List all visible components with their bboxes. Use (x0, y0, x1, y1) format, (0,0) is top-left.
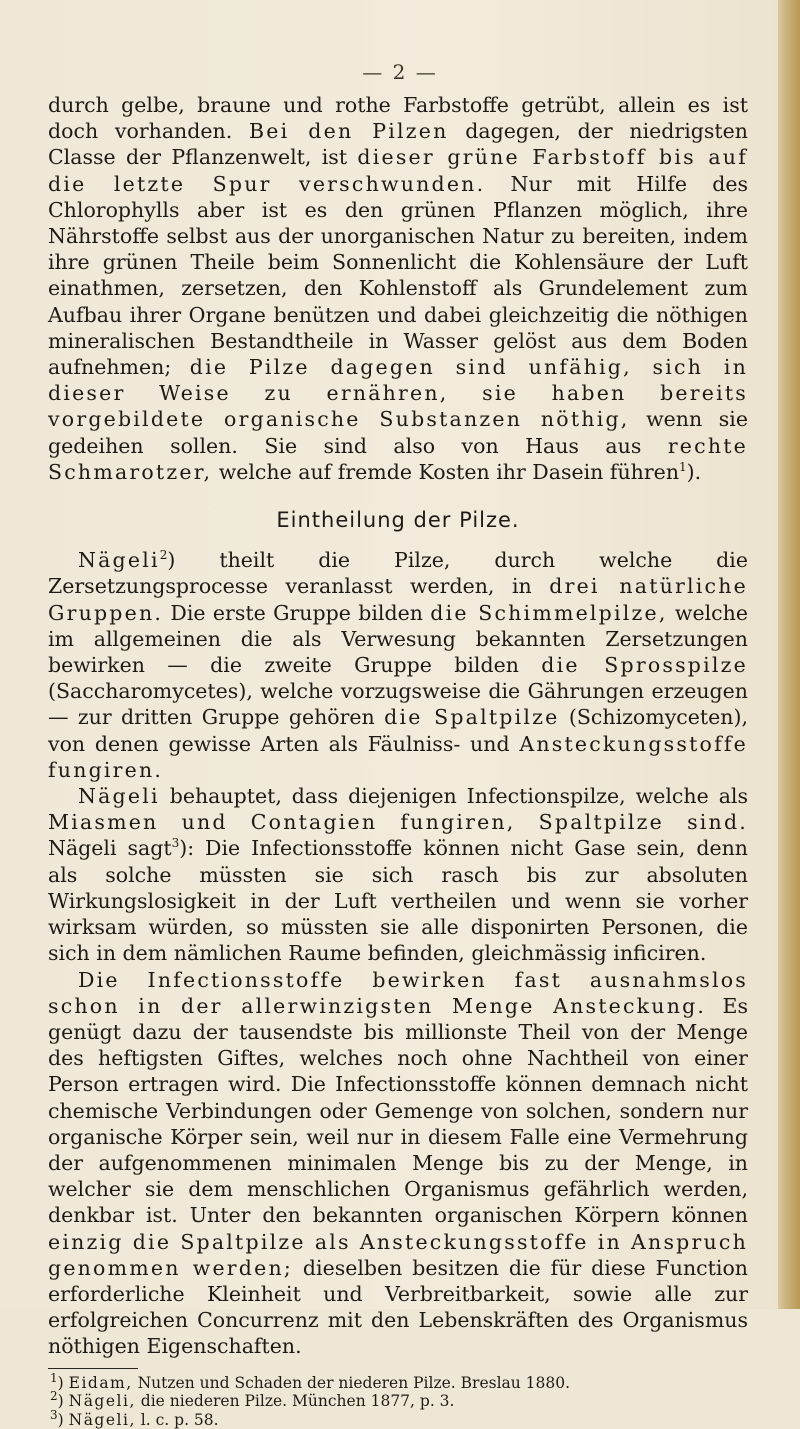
text-run: ): Die Infectionsstoffe können nicht Gase sein, denn als solche müssten sie sich rasch bis zur absoluten Wirkungslosigkeit in der Luft vertheilen und wenn sie vorher wirksam würden, so müssten sie alle disponirten Personen, die sich in dem nämlichen Raume befinden, gleichmässig inficiren. (48, 836, 748, 966)
spaced-text: Ansteckungsstoffe fungiren. (48, 731, 748, 782)
footnote-text: Nutzen und Schaden der niederen Pilze. Breslau 1880. (132, 1373, 571, 1392)
footnote-mark: 1 (50, 1370, 58, 1385)
text-run: ). (686, 459, 702, 484)
footnote-author: Nägeli, (68, 1392, 136, 1411)
section-heading: Eintheilung der Pilze. (276, 508, 520, 533)
text-run: ) theilt die Pilze, durch welche die Zersetzungsprocesse veranlasst werden, in (48, 548, 748, 599)
spaced-text: Nägeli (78, 548, 160, 573)
text-run: Es genügt dazu der tausendste bis millionste Theil von der Menge des heftigsten Giftes, welches noch ohne Nachtheil von einer Person ertragen wird. Die Infectionsstoffe können demnach nicht chemische Verbindungen oder Gemenge von solchen, sondern nur organische Körper sein, weil nur in diesem Falle eine Vermehrung der aufgenommenen minimalen Menge bis zu der Menge, in welcher sie dem menschlichen Organismus gefährlich werden, denkbar ist. Unter den bekannten organischen Körpern können (48, 993, 748, 1228)
spaced-text: die Schimmelpilze, (430, 600, 668, 625)
footnote-divider (48, 1368, 138, 1369)
text-run: Nur mit Hilfe des Chlorophylls aber ist es den grünen Pflanzen möglich, ihre Nährstoffe selbst aus der unorganischen Natur zu bereiten, indem ihre grünen Theile beim Sonnenlicht die Kohlensäure der Luft einathmen, zersetzen, den Kohlenstoff als Grundelement zum Aufbau ihrer Organe benützen und dabei gleichzeitig die nöthigen mineralischen Bestandtheile in Wasser gelöst aus dem Boden aufnehmen; (48, 171, 748, 380)
text-run: (Saccharomycetes), welche vorzugsweise die Gährungen erzeugen — zur dritten Gruppe gehören (48, 679, 748, 730)
footnote-ref: 2 (159, 548, 168, 563)
footnote-1: $^1$) Eidam, Nutzen und Schaden der niederen Pilze. Breslau 1880. (50, 1370, 571, 1392)
text-run: welche auf fremde Kosten ihr Dasein führen (212, 459, 680, 484)
spaced-text: Die Infectionsstoffe bewirken fast ausnahmslos schon in der allerwinzigsten Menge Ansteckung. (48, 967, 748, 1018)
spaced-text: Bei den Pilzen (248, 119, 449, 144)
text-run: behauptet, dass diejenigen Infectionspilze, welche als (159, 784, 748, 809)
footnote-ref: 1 (679, 460, 687, 475)
paragraph-1 (48, 92, 748, 485)
paragraph-2 (48, 547, 748, 783)
spaced-text: drei natürliche Gruppen. (48, 574, 748, 625)
text-run: dagegen, der niedrigsten Classe der Pflanzenwelt, ist (48, 119, 749, 170)
footnote-mark: 2 (50, 1388, 58, 1403)
footnote-author: Eidam, (68, 1373, 133, 1392)
spaced-text: rechte Schmarotzer, (48, 433, 748, 484)
page-edge (778, 0, 800, 1309)
paragraph-4 (48, 967, 748, 1360)
footnote-ref: 3 (171, 836, 180, 851)
body-text (48, 92, 748, 1429)
spaced-text: einzig die Spaltpilze als Ansteckungsstoffe in Anspruch genommen werden; (48, 1229, 748, 1280)
text-run: Die erste Gruppe bilden (163, 600, 431, 625)
footnote-mark: 3 (50, 1407, 58, 1422)
text-run: welche im allgemeinen die als Verwesung bekannten Zersetzungen bewirken — die zweite Gruppe bilden (48, 600, 748, 678)
footnote-text: l. c. p. 58. (135, 1410, 219, 1429)
text-run: (Schizomyceten), von denen gewisse Arten als Fäulniss- und (48, 705, 748, 756)
text-run: durch gelbe, braune und rothe Farbstoffe getrübt, allein es ist doch vorhanden. (48, 93, 748, 144)
footnote-author: Nägeli, (68, 1410, 136, 1429)
paragraph-3 (48, 783, 748, 966)
spaced-text: dieser grüne Farbstoff bis auf die letzte Spur verschwunden. (48, 145, 748, 196)
spaced-text: Nägeli (78, 784, 160, 809)
footnote-3: $^3$) Nägeli, l. c. p. 58. (50, 1407, 219, 1429)
text-run: wenn sie gedeihen sollen. Sie sind also von Haus aus (48, 407, 748, 458)
spaced-text: die Sprosspilze (541, 653, 748, 678)
spaced-text: die Spaltpilze (384, 705, 560, 730)
page-number: — 2 — (362, 60, 438, 84)
text-run: dieselben besitzen die für diese Function erforderliche Kleinheit und Verbreitbarkeit, sowie alle zur erfolgreichen Concurrenz mit den Lebenskräften des Organismus nöthigen Eigenschaften. (48, 1255, 748, 1359)
spaced-text: Miasmen und Contagien fungiren, Spaltpilze sind. (48, 810, 748, 835)
footnote-2: $^2$) Nägeli, die niederen Pilze. München 1877, p. 3. (50, 1388, 455, 1411)
text-run: Nägeli sagt (48, 836, 172, 861)
spaced-text: die Pilze dagegen sind unfähig, sich in dieser Weise zu ernähren, sie haben bereits vorgebildete organische Substanzen nöthig, (48, 355, 748, 432)
footnote-text: die niederen Pilze. München 1877, p. 3. (135, 1392, 455, 1411)
